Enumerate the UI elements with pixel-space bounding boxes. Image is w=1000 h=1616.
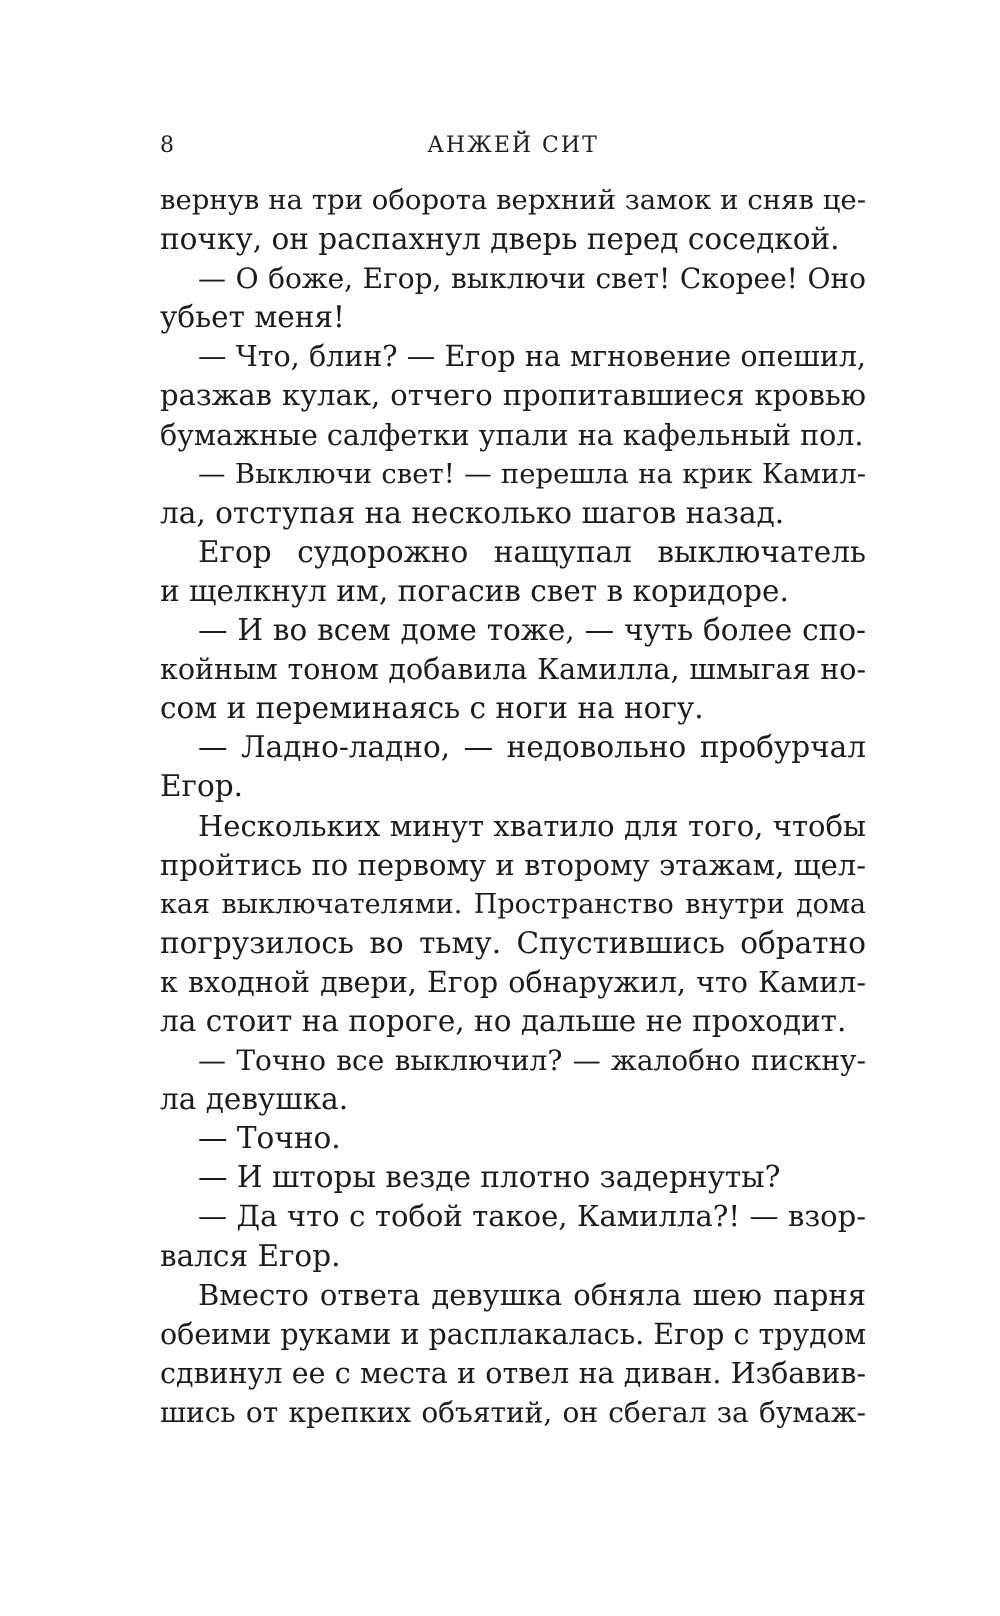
text-line: — Выключи свет! — перешла на крик Камил- — [198, 457, 866, 490]
text-line: пройтись по первому и второму этажам, щел- — [160, 847, 866, 882]
text-line: вернув на три оборота верхний замок и сняв це- — [160, 184, 866, 216]
running-header — [160, 131, 866, 161]
text-line: — Точно все выключил? — жалобно пискну- — [198, 1044, 866, 1078]
text-line: почку, он распахнул дверь перед соседкой. — [160, 222, 840, 257]
text-line: — Ладно-ладно, — недовольно пробурчал — [198, 730, 866, 765]
page-number: 8 — [160, 133, 175, 158]
text-line: ла стоит на пороге, но дальше не проходит. — [160, 1003, 847, 1038]
text-line: и щелкнул им, погасив свет в коридоре. — [160, 573, 789, 608]
text-line: — О боже, Егор, выключи свет! Скорее! Оно — [198, 262, 866, 296]
text-line: — Что, блин? — Егор на мгновение опешил, — [198, 340, 866, 374]
text-line: Егор судорожно нащупал выключатель — [198, 534, 866, 569]
text-line: погрузилось во тьму. Спустившись обратно — [160, 925, 866, 960]
text-line: бумажные салфетки упали на кафельный пол. — [160, 418, 864, 452]
text-line: обеими руками и расплакалась. Егор с трудом — [160, 1317, 867, 1351]
text-line: ла, отступая на несколько шагов назад. — [160, 495, 785, 530]
text-line: убьет меня! — [160, 300, 345, 335]
text-line: вался Егор. — [160, 1238, 341, 1273]
text-line: сом и переминаясь с ноги на ногу. — [160, 691, 704, 726]
text-line: Вместо ответа девушка обняла шею парня — [198, 1277, 866, 1312]
text-line: — Точно. — [198, 1121, 341, 1156]
text-line: койным тоном добавила Камилла, шмыгая но- — [160, 653, 866, 687]
text-line: — И шторы везде плотно задернуты? — [198, 1160, 781, 1195]
text-line: шись от крепких объятий, он сбегал за бумаж- — [160, 1395, 866, 1429]
text-line: ла девушка. — [160, 1082, 349, 1117]
text-line: к входной двери, Егор обнаружил, что Камил- — [160, 965, 866, 999]
text-line: Егор. — [160, 769, 244, 804]
running-title: АНЖЕЙ СИТ — [427, 133, 599, 158]
text-line: — И во всем доме тоже, — чуть более спо- — [198, 613, 866, 648]
text-line: разжав кулак, отчего пропитавшиеся кровью — [160, 378, 866, 413]
text-line: кая выключателями. Пространство внутри дома — [160, 888, 866, 920]
body-text — [160, 181, 866, 1432]
text-line: Нескольких минут хватило для того, чтобы — [198, 808, 866, 843]
text-line: — Да что с тобой такое, Камилла?! — взор- — [198, 1199, 866, 1234]
text-line: сдвинул ее с места и отвел на диван. Избавив- — [160, 1356, 866, 1390]
